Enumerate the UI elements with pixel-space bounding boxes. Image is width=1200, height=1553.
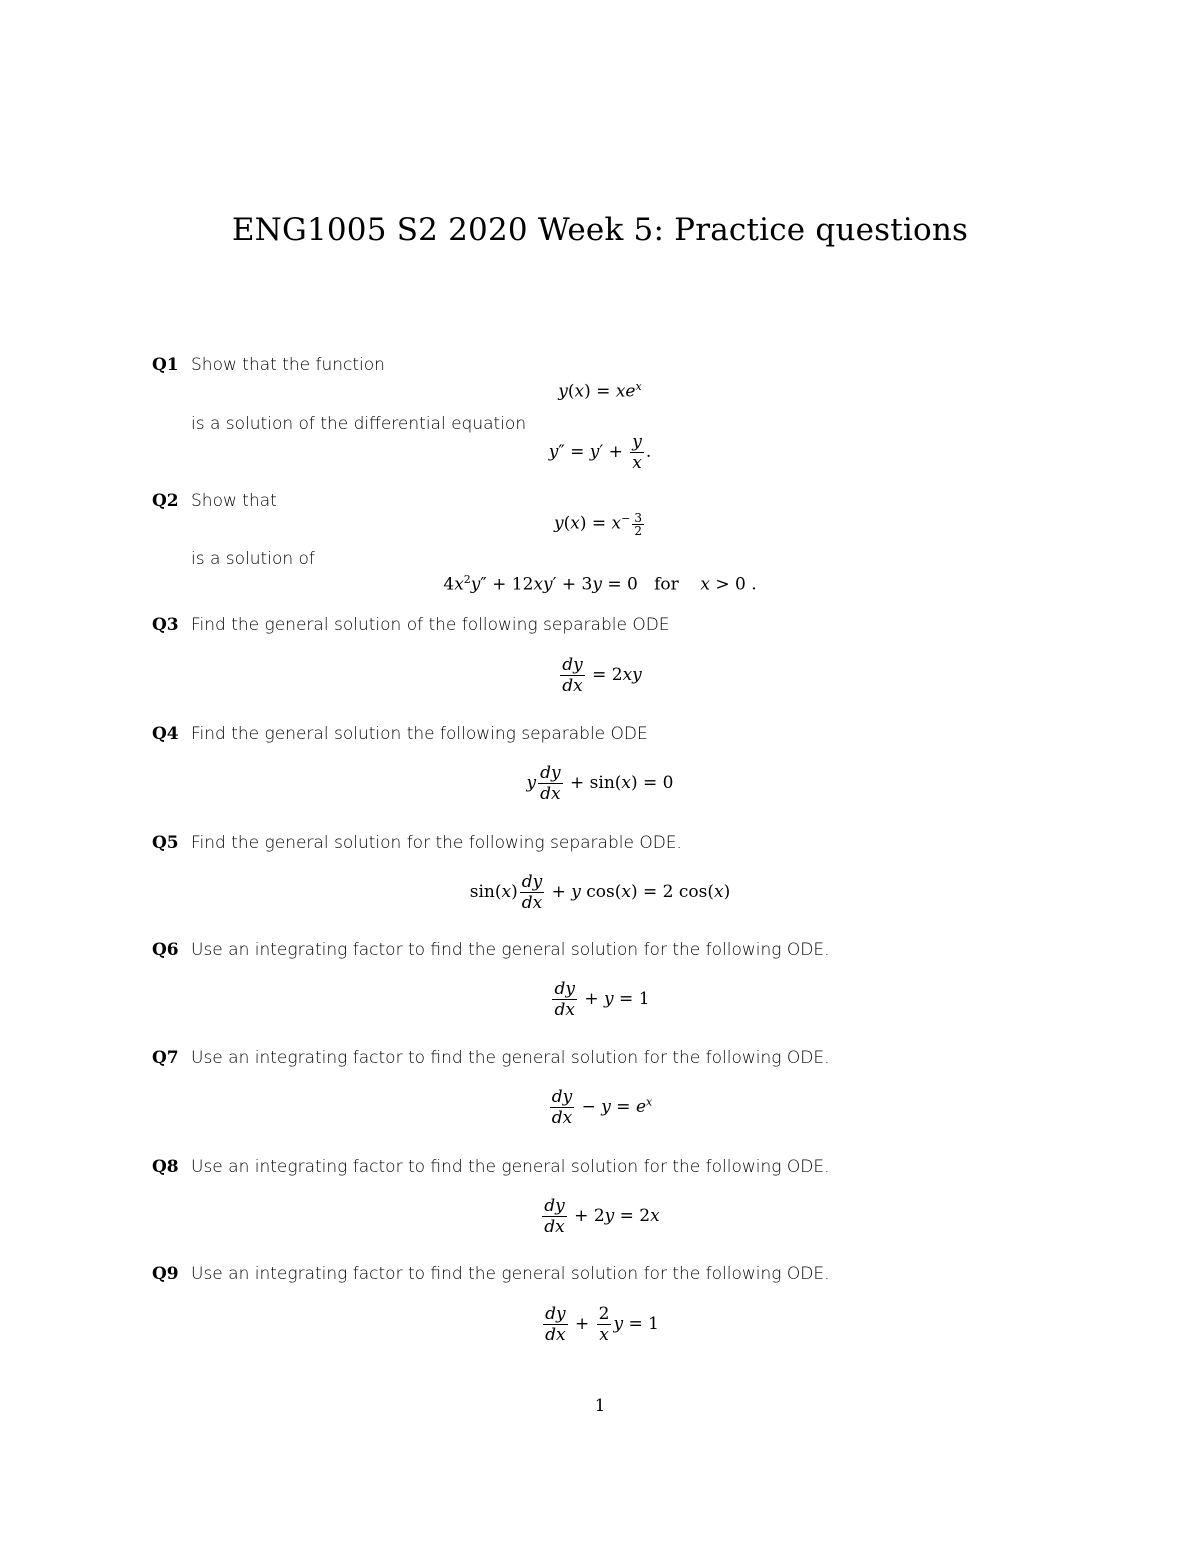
question-label-q1: Q1: [152, 355, 179, 375]
equation-q6: $\frac{dy}{dx}$ + y = 1: [554, 979, 650, 1020]
question-text-q1-b: is a solution of the differential equation: [191, 414, 527, 434]
question-text-q4: Find the general solution the following separable ODE: [191, 724, 648, 744]
equation-q2-function: y(x) = x− $\frac{3}{2}$: [554, 511, 642, 538]
question-text-q8: Use an integrating factor to find the general solution for the following ODE.: [191, 1157, 830, 1177]
page-title: ENG1005 S2 2020 Week 5: Practice questions: [231, 212, 969, 248]
equation-q7: $\frac{dy}{dx}$ − $y = e^x$: [551, 1087, 653, 1128]
equation-q1-function: $y(x) = xe^x$: [558, 380, 642, 402]
equation-q1-ode: y″ = y′ + $\frac{y}{x}$ .: [548, 432, 652, 473]
question-label-q8: Q8: [152, 1157, 179, 1177]
question-label-q7: Q7: [152, 1048, 179, 1068]
equation-q8: $\frac{dy}{dx}$ + 2y = 2x: [544, 1196, 660, 1237]
question-label-q9: Q9: [152, 1264, 179, 1284]
page-number: 1: [594, 1396, 606, 1416]
question-label-q3: Q3: [152, 615, 179, 635]
question-text-q1: Show that the function: [191, 355, 385, 375]
question-text-q7: Use an integrating factor to find the general solution for the following ODE.: [191, 1048, 830, 1068]
question-text-q6: Use an integrating factor to find the general solution for the following ODE.: [191, 940, 830, 960]
question-label-q4: Q4: [152, 724, 179, 744]
condition-word: for: [654, 574, 679, 595]
equation-q2-ode: $4x^2y'' + 12xy' + 3y = 0$ for x > 0 .: [443, 573, 757, 595]
question-text-q2-b: is a solution of: [191, 549, 315, 569]
question-text-q2: Show that: [191, 491, 277, 511]
question-text-q9: Use an integrating factor to find the general solution for the following ODE.: [191, 1264, 830, 1284]
equation-q4: y $\frac{dy}{dx}$ + sin(x) = 0: [526, 763, 674, 804]
question-label-q2: Q2: [152, 491, 179, 511]
question-text-q3: Find the general solution of the following separable ODE: [191, 615, 670, 635]
equation-q3: $\frac{dy}{dx}$ = 2xy: [562, 655, 642, 696]
question-label-q6: Q6: [152, 940, 179, 960]
equation-q5: sin(x) $\frac{dy}{dx}$ + y cos(x) = 2 cos(x): [469, 872, 731, 913]
equation-q9: $\frac{dy}{dx}$ + $\frac{2}{x}$ y = 1: [545, 1304, 659, 1345]
question-label-q5: Q5: [152, 833, 179, 853]
question-text-q5: Find the general solution for the following separable ODE.: [191, 833, 682, 853]
